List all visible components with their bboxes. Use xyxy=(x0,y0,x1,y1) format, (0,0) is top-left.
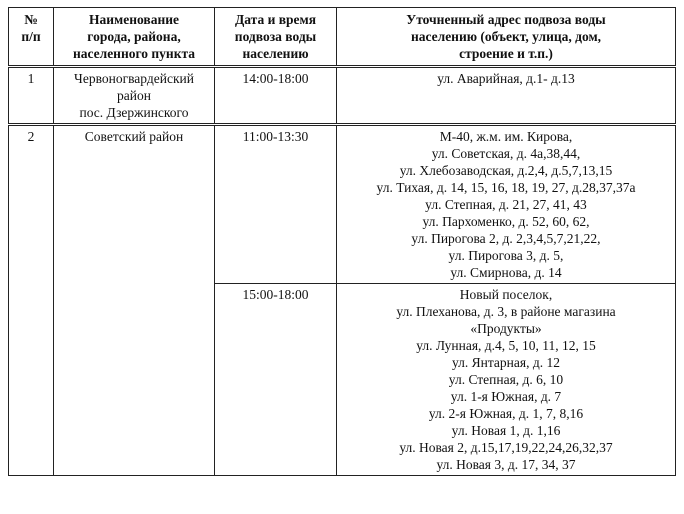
row-num: 2 xyxy=(9,125,54,476)
row-address xyxy=(337,125,676,284)
address-line: ул. Пирогова 2, д. 2,3,4,5,7,21,22, xyxy=(411,231,601,246)
address-line: ул. Смирнова, д. 14 xyxy=(450,265,562,280)
header-address-line: Уточненный адрес подвоза воды xyxy=(406,12,606,27)
address-line: ул. Новая 3, д. 17, 34, 37 xyxy=(436,457,576,472)
address-line: ул. Плеханова, д. 3, в районе магазина xyxy=(396,304,616,319)
address-line: ул. Тихая, д. 14, 15, 16, 18, 19, 27, д.28,37,37а xyxy=(376,180,636,195)
header-time-line: населению xyxy=(242,46,309,61)
row-address xyxy=(337,67,676,125)
header-address-line: строение и т.п.) xyxy=(459,46,553,61)
table-header-row xyxy=(9,8,676,67)
address-line: М-40, ж.м. им. Кирова, xyxy=(439,129,573,144)
address-line: ул. Аварийная, д.1- д.13 xyxy=(437,71,575,86)
row-time: 14:00-18:00 xyxy=(215,67,337,125)
row-name-line: Червоногвардейский xyxy=(74,71,194,86)
header-time-line: подвоза воды xyxy=(234,29,317,44)
row-name-line: район xyxy=(117,88,151,103)
row-name xyxy=(54,67,215,125)
address-line: ул. 1-я Южная, д. 7 xyxy=(450,389,562,404)
document-page xyxy=(8,7,676,476)
address-line: «Продукты» xyxy=(470,321,542,336)
header-num-line: № xyxy=(24,12,38,27)
row-time: 11:00-13:30 xyxy=(215,125,337,284)
address-line: ул. Степная, д. 21, 27, 41, 43 xyxy=(425,197,587,212)
table-row xyxy=(9,125,676,284)
header-num-line: п/п xyxy=(21,29,41,44)
address-line: ул. Лунная, д.4, 5, 10, 11, 12, 15 xyxy=(416,338,596,353)
address-line: ул. Новая 1, д. 1,16 xyxy=(451,423,561,438)
row-time: 15:00-18:00 xyxy=(215,284,337,476)
header-name-line: города, района, xyxy=(87,29,181,44)
header-name-line: населенного пункта xyxy=(72,46,196,61)
header-time xyxy=(215,8,337,67)
address-line: ул. Пархоменко, д. 52, 60, 62, xyxy=(422,214,590,229)
header-name xyxy=(54,8,215,67)
table-row xyxy=(9,67,676,125)
row-num: 1 xyxy=(9,67,54,125)
header-num xyxy=(9,8,54,67)
address-line: Новый поселок, xyxy=(459,287,553,302)
address-line: ул. Степная, д. 6, 10 xyxy=(448,372,564,387)
row-name-line: пос. Дзержинского xyxy=(79,105,189,120)
address-line: ул. 2-я Южная, д. 1, 7, 8,16 xyxy=(428,406,584,421)
header-time-line: Дата и время xyxy=(234,12,317,27)
address-line: ул. Пирогова 3, д. 5, xyxy=(448,248,564,263)
address-line: ул. Янтарная, д. 12 xyxy=(452,355,560,370)
row-address xyxy=(337,284,676,476)
address-line: ул. Новая 2, д.15,17,19,22,24,26,32,37 xyxy=(399,440,613,455)
address-line: ул. Советская, д. 4а,38,44, xyxy=(431,146,581,161)
header-address-line: населению (объект, улица, дом, xyxy=(410,29,602,44)
header-name-line: Наименование xyxy=(89,12,179,27)
address-line: ул. Хлебозаводская, д.2,4, д.5,7,13,15 xyxy=(399,163,613,178)
water-delivery-table xyxy=(8,7,676,476)
header-address xyxy=(337,8,676,67)
row-name xyxy=(54,125,215,476)
row-name-line: Советский район xyxy=(84,129,184,144)
